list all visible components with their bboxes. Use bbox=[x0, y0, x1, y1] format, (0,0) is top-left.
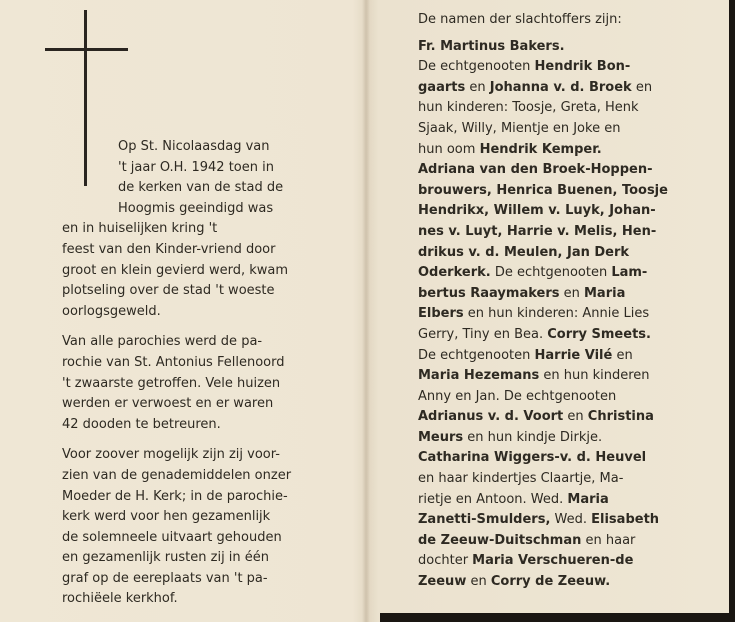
dark-border-right bbox=[729, 0, 735, 622]
text-segment: hun kinderen: Toosje, Greta, Henk bbox=[418, 100, 639, 116]
victim-name: Elisabeth bbox=[591, 512, 660, 528]
victim-line bbox=[418, 222, 658, 243]
text-segment: hun oom bbox=[418, 141, 480, 157]
victim-line bbox=[418, 572, 658, 593]
victim-name: Christina bbox=[587, 409, 654, 425]
victim-line bbox=[418, 160, 658, 181]
text-line: en in huiselijken kring 't bbox=[62, 221, 218, 237]
victim-name: Corry Smeets. bbox=[547, 326, 651, 342]
text-segment: rietje en Antoon. Wed. bbox=[418, 491, 568, 507]
text-line: zien van de genademiddelen onzer bbox=[62, 467, 292, 483]
victim-name: Adriana van den Broek-Hoppen- bbox=[418, 162, 653, 178]
cross-icon-horizontal bbox=[45, 48, 128, 51]
text-segment: en bbox=[559, 285, 584, 301]
text-segment: De echtgenooten bbox=[490, 265, 612, 281]
text-segment: Anny en Jan. De echtgenooten bbox=[418, 388, 617, 404]
text-line: werden er verwoest en er waren bbox=[62, 396, 274, 412]
text-segment: De echtgenooten bbox=[418, 59, 535, 75]
victim-line bbox=[418, 490, 658, 511]
text-segment: en hun kinderen: Annie Lies bbox=[463, 306, 650, 322]
victim-line bbox=[418, 366, 658, 387]
text-segment: en bbox=[465, 79, 490, 95]
victim-name: Fr. Martinus Bakers. bbox=[418, 38, 565, 54]
left-page-text bbox=[62, 137, 300, 620]
victim-line bbox=[418, 469, 658, 490]
victim-line bbox=[418, 346, 658, 367]
dark-border-bottom bbox=[380, 613, 735, 622]
text-segment: en bbox=[563, 409, 588, 425]
victim-name: Adrianus v. d. Voort bbox=[418, 409, 564, 425]
text-segment: Gerry, Tiny en Bea. bbox=[418, 326, 548, 342]
victim-name: Hendrik Bon- bbox=[534, 59, 631, 75]
victim-line bbox=[418, 551, 658, 572]
victim-line bbox=[418, 428, 658, 449]
text-line: Voor zoover mogelijk zijn zij voor- bbox=[62, 447, 280, 463]
victim-line bbox=[418, 448, 658, 469]
victim-line bbox=[418, 181, 668, 202]
victim-line bbox=[418, 98, 658, 119]
text-line: plotseling over de stad 't woeste bbox=[62, 283, 275, 299]
text-segment: De echtgenooten bbox=[418, 347, 535, 363]
victim-line bbox=[418, 37, 658, 58]
victim-name: Catharina Wiggers-v. d. Heuvel bbox=[418, 450, 647, 466]
victim-name: Harrie Vilé bbox=[534, 347, 613, 363]
victim-line bbox=[418, 387, 658, 408]
victim-name: nes v. Luyt, Harrie v. Melis, Hen- bbox=[418, 223, 657, 239]
paragraph bbox=[62, 332, 300, 435]
text-segment: Wed. bbox=[550, 512, 592, 528]
victim-name: Johanna v. d. Broek bbox=[489, 79, 632, 95]
victim-line bbox=[418, 325, 658, 346]
victim-name: Elbers bbox=[418, 306, 464, 322]
victim-line bbox=[418, 119, 658, 140]
text-segment: en bbox=[612, 347, 633, 363]
victim-line bbox=[418, 243, 658, 264]
text-segment: en bbox=[631, 79, 653, 95]
victim-line bbox=[418, 407, 658, 428]
center-fold bbox=[362, 0, 370, 622]
text-segment: en haar bbox=[581, 532, 636, 548]
paragraph bbox=[62, 445, 300, 610]
text-segment: en hun kinderen bbox=[539, 368, 650, 384]
text-segment: Sjaak, Willy, Mientje en Joke en bbox=[418, 120, 621, 136]
text-segment: en hun kindje Dirkje. bbox=[463, 429, 603, 445]
victim-line bbox=[418, 263, 658, 284]
victim-line bbox=[418, 57, 658, 78]
victim-name: de Zeeuw-Duitschman bbox=[418, 532, 582, 548]
text-line: oorlogsgeweld. bbox=[62, 303, 161, 319]
text-line: Hoogmis geeindigd was bbox=[118, 200, 274, 216]
victim-name: drikus v. d. Meulen, Jan Derk bbox=[418, 244, 630, 260]
victims-header: De namen der slachtoffers zijn: bbox=[418, 12, 622, 27]
text-line: Op St. Nicolaasdag van bbox=[118, 139, 270, 154]
victims-list bbox=[418, 37, 668, 593]
paragraph bbox=[62, 137, 300, 322]
victim-name: Maria Hezemans bbox=[418, 368, 540, 384]
text-line: rochiëele kerkhof. bbox=[62, 591, 178, 607]
victim-line bbox=[418, 140, 658, 161]
text-line: groot en klein gevierd werd, kwam bbox=[62, 262, 289, 278]
victim-line bbox=[418, 78, 658, 99]
victim-name: Hendrikx, Willem v. Luyk, Johan- bbox=[418, 203, 656, 219]
victim-name: gaarts bbox=[418, 79, 466, 95]
victim-line bbox=[418, 510, 658, 531]
victim-line bbox=[418, 201, 658, 222]
text-line: Van alle parochies werd de pa- bbox=[62, 334, 263, 350]
victim-name: Maria Verschueren-de bbox=[472, 553, 634, 569]
text-line: de solemneele uitvaart gehouden bbox=[62, 529, 282, 545]
victim-name: bertus Raaymakers bbox=[418, 285, 560, 301]
right-page-text bbox=[418, 10, 668, 593]
victim-name: Corry de Zeeuw. bbox=[490, 574, 611, 590]
text-line: 42 dooden te betreuren. bbox=[62, 416, 221, 432]
victim-name: Maria bbox=[584, 285, 626, 301]
victim-line bbox=[418, 284, 658, 305]
text-line: Moeder de H. Kerk; in de parochie- bbox=[62, 488, 288, 504]
text-line: kerk werd voor hen gezamenlijk bbox=[62, 509, 271, 525]
text-segment: en bbox=[466, 574, 491, 590]
text-line: feest van den Kinder-vriend door bbox=[62, 241, 276, 257]
text-line: de kerken van de stad de bbox=[118, 180, 284, 196]
victim-name: Hendrik Kemper. bbox=[479, 141, 602, 157]
victim-name: Lam- bbox=[611, 265, 648, 281]
text-line: en gezamenlijk rusten zij in één bbox=[62, 550, 270, 566]
text-segment: dochter bbox=[418, 553, 473, 569]
victim-name: Zeeuw bbox=[418, 574, 467, 590]
victim-line bbox=[418, 531, 658, 552]
text-line: 't jaar O.H. 1942 toen in bbox=[118, 159, 274, 175]
victim-name: Maria bbox=[567, 491, 609, 507]
text-line: 't zwaarste getroffen. Vele huizen bbox=[62, 375, 281, 391]
victim-name: Meurs bbox=[418, 429, 464, 445]
victim-line bbox=[418, 304, 658, 325]
victim-name: Zanetti-Smulders, bbox=[418, 512, 551, 528]
text-line: rochie van St. Antonius Fellenoord bbox=[62, 354, 285, 370]
victim-name: Oderkerk. bbox=[418, 265, 491, 281]
victim-name: brouwers, Henrica Buenen, Toosje bbox=[418, 182, 668, 198]
text-segment: en haar kindertjes Claartje, Ma- bbox=[418, 471, 624, 487]
text-line: graf op de eereplaats van 't pa- bbox=[62, 570, 268, 586]
